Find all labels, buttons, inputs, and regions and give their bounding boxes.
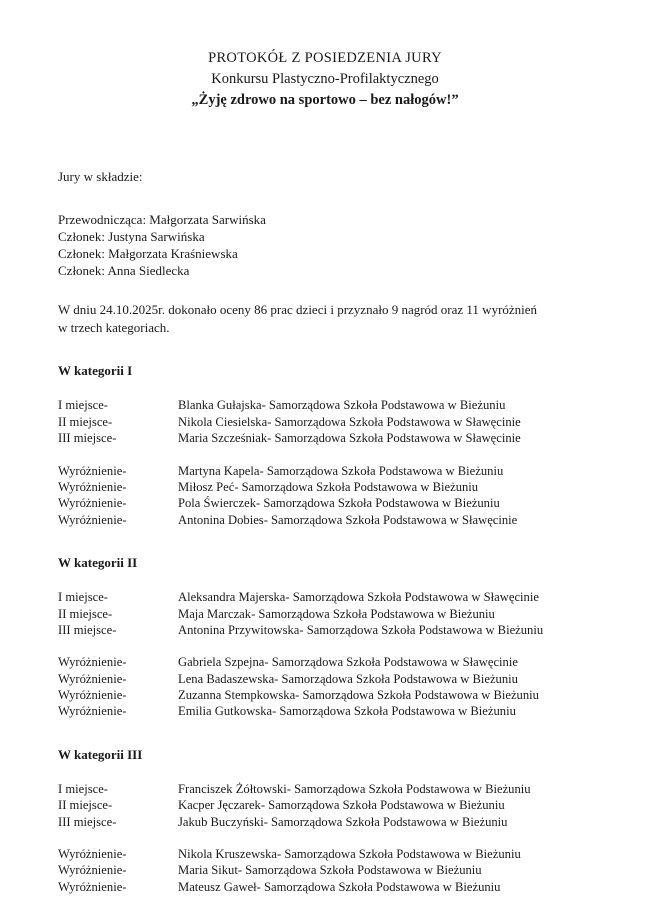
- document-subtitle: Konkursu Plastyczno-Profilaktycznego: [211, 71, 439, 88]
- category-3-places: [58, 781, 610, 830]
- distinction-label: Wyróżnienie-: [58, 655, 127, 670]
- award-recipient: Franciszek Żółtowski- Samorządowa Szkoła Podstawowa w Bieżuniu: [178, 781, 531, 796]
- award-row: [58, 495, 610, 511]
- award-place-label: III miejsce-: [58, 431, 117, 446]
- award-row: [58, 622, 610, 638]
- category-2-places: [58, 589, 610, 638]
- category-section-2: [58, 554, 610, 720]
- award-row: [58, 846, 610, 862]
- award-place-label: II miejsce-: [58, 606, 113, 621]
- award-place-label: II miejsce-: [58, 798, 113, 813]
- award-recipient: Nikola Kruszewska- Samorządowa Szkoła Podstawowa w Bieżuniu: [178, 846, 521, 861]
- award-row: [58, 814, 610, 830]
- award-recipient: Miłosz Peć- Samorządowa Szkoła Podstawowa w Bieżuniu: [178, 479, 479, 494]
- distinction-label: Wyróżnienie-: [58, 463, 127, 478]
- award-recipient: Gabriela Szpejna- Samorządowa Szkoła Podstawowa w Sławęcinie: [178, 655, 518, 670]
- award-row: [58, 606, 610, 622]
- award-row: [58, 862, 610, 878]
- award-row: [58, 797, 610, 813]
- jury-member: Członek: Justyna Sarwińska: [58, 228, 205, 244]
- jury-member: Członek: Anna Siedlecka: [58, 263, 190, 279]
- category-3-distinctions: [58, 846, 610, 895]
- award-recipient: Blanka Gułajska- Samorządowa Szkoła Podstawowa w Bieżuniu: [178, 398, 506, 413]
- category-1-distinctions: [58, 463, 610, 528]
- summary-line: w trzech kategoriach.: [58, 319, 170, 335]
- distinction-label: Wyróżnienie-: [58, 879, 127, 894]
- document-body: [0, 167, 650, 895]
- award-row: [58, 671, 610, 687]
- award-recipient: Antonina Dobies- Samorządowa Szkoła Podstawowa w Sławęcinie: [178, 512, 518, 527]
- award-recipient: Pola Świerczek- Samorządowa Szkoła Podstawowa w Bieżuniu: [178, 496, 500, 511]
- award-row: [58, 654, 610, 670]
- award-row: [58, 430, 610, 446]
- award-place-label: I miejsce-: [58, 398, 108, 413]
- award-row: [58, 879, 610, 895]
- category-section-1: [58, 362, 610, 528]
- document-contest-name: „Żyję zdrowo na sportowo – bez nałogów!”: [191, 92, 459, 109]
- category-section-3: [58, 746, 610, 895]
- award-recipient: Antonina Przywitowska- Samorządowa Szkoła Podstawowa w Bieżuniu: [178, 622, 544, 637]
- award-recipient: Nikola Ciesielska- Samorządowa Szkoła Podstawowa w Sławęcinie: [178, 414, 521, 429]
- award-row: [58, 397, 610, 413]
- jury-member: Członek: Małgorzata Kraśniewska: [58, 245, 238, 261]
- distinction-label: Wyróżnienie-: [58, 479, 127, 494]
- award-place-label: III miejsce-: [58, 622, 117, 637]
- distinction-label: Wyróżnienie-: [58, 863, 127, 878]
- award-recipient: Kacper Jęczarek- Samorządowa Szkoła Podstawowa w Bieżuniu: [178, 798, 505, 813]
- award-recipient: Emilia Gutkowska- Samorządowa Szkoła Podstawowa w Bieżuniu: [178, 704, 516, 719]
- award-place-label: II miejsce-: [58, 414, 113, 429]
- award-recipient: Maria Szcześniak- Samorządowa Szkoła Podstawowa w Sławęcinie: [178, 431, 521, 446]
- jury-member: Przewodnicząca: Małgorzata Sarwińska: [58, 211, 266, 227]
- distinction-label: Wyróżnienie-: [58, 704, 127, 719]
- category-heading: W kategorii I: [58, 363, 133, 379]
- document-title-block: [0, 0, 650, 111]
- award-recipient: Maja Marczak- Samorządowa Szkoła Podstawowa w Bieżuniu: [178, 606, 495, 621]
- award-row: [58, 781, 610, 797]
- award-recipient: Lena Badaszewska- Samorządowa Szkoła Podstawowa w Bieżuniu: [178, 671, 518, 686]
- distinction-label: Wyróżnienie-: [58, 687, 127, 702]
- award-recipient: Mateusz Gaweł- Samorządowa Szkoła Podstawowa w Bieżuniu: [178, 879, 501, 894]
- award-recipient: Maria Sikut- Samorządowa Szkoła Podstawowa w Bieżuniu: [178, 863, 482, 878]
- summary-line: W dniu 24.10.2025r. dokonało oceny 86 prac dzieci i przyznało 9 nagród oraz 11 wyróżnień: [58, 302, 538, 318]
- award-place-label: III miejsce-: [58, 814, 117, 829]
- award-place-label: I miejsce-: [58, 781, 108, 796]
- page-title: PROTOKÓŁ Z POSIEDZENIA JURY: [208, 50, 442, 66]
- jury-members-list: [58, 211, 610, 280]
- distinction-label: Wyróżnienie-: [58, 846, 127, 861]
- category-heading: W kategorii II: [58, 554, 138, 570]
- distinction-label: Wyróżnienie-: [58, 671, 127, 686]
- award-recipient: Zuzanna Stempkowska- Samorządowa Szkoła Podstawowa w Bieżuniu: [178, 687, 539, 702]
- award-row: [58, 512, 610, 528]
- award-row: [58, 479, 610, 495]
- award-row: [58, 687, 610, 703]
- award-place-label: I miejsce-: [58, 590, 108, 605]
- award-recipient: Jakub Buczyński- Samorządowa Szkoła Podstawowa w Bieżuniu: [178, 814, 508, 829]
- award-recipient: Martyna Kapela- Samorządowa Szkoła Podstawowa w Bieżuniu: [178, 463, 504, 478]
- award-row: [58, 463, 610, 479]
- award-row: [58, 703, 610, 719]
- award-row: [58, 414, 610, 430]
- category-2-distinctions: [58, 654, 610, 719]
- distinction-label: Wyróżnienie-: [58, 512, 127, 527]
- category-heading: W kategorii III: [58, 746, 143, 762]
- distinction-label: Wyróżnienie-: [58, 496, 127, 511]
- jury-intro-label: Jury w składzie:: [58, 169, 143, 185]
- award-recipient: Aleksandra Majerska- Samorządowa Szkoła Podstawowa w Sławęcinie: [178, 590, 539, 605]
- award-row: [58, 589, 610, 605]
- jury-summary-paragraph: [58, 301, 558, 336]
- category-1-places: [58, 397, 610, 446]
